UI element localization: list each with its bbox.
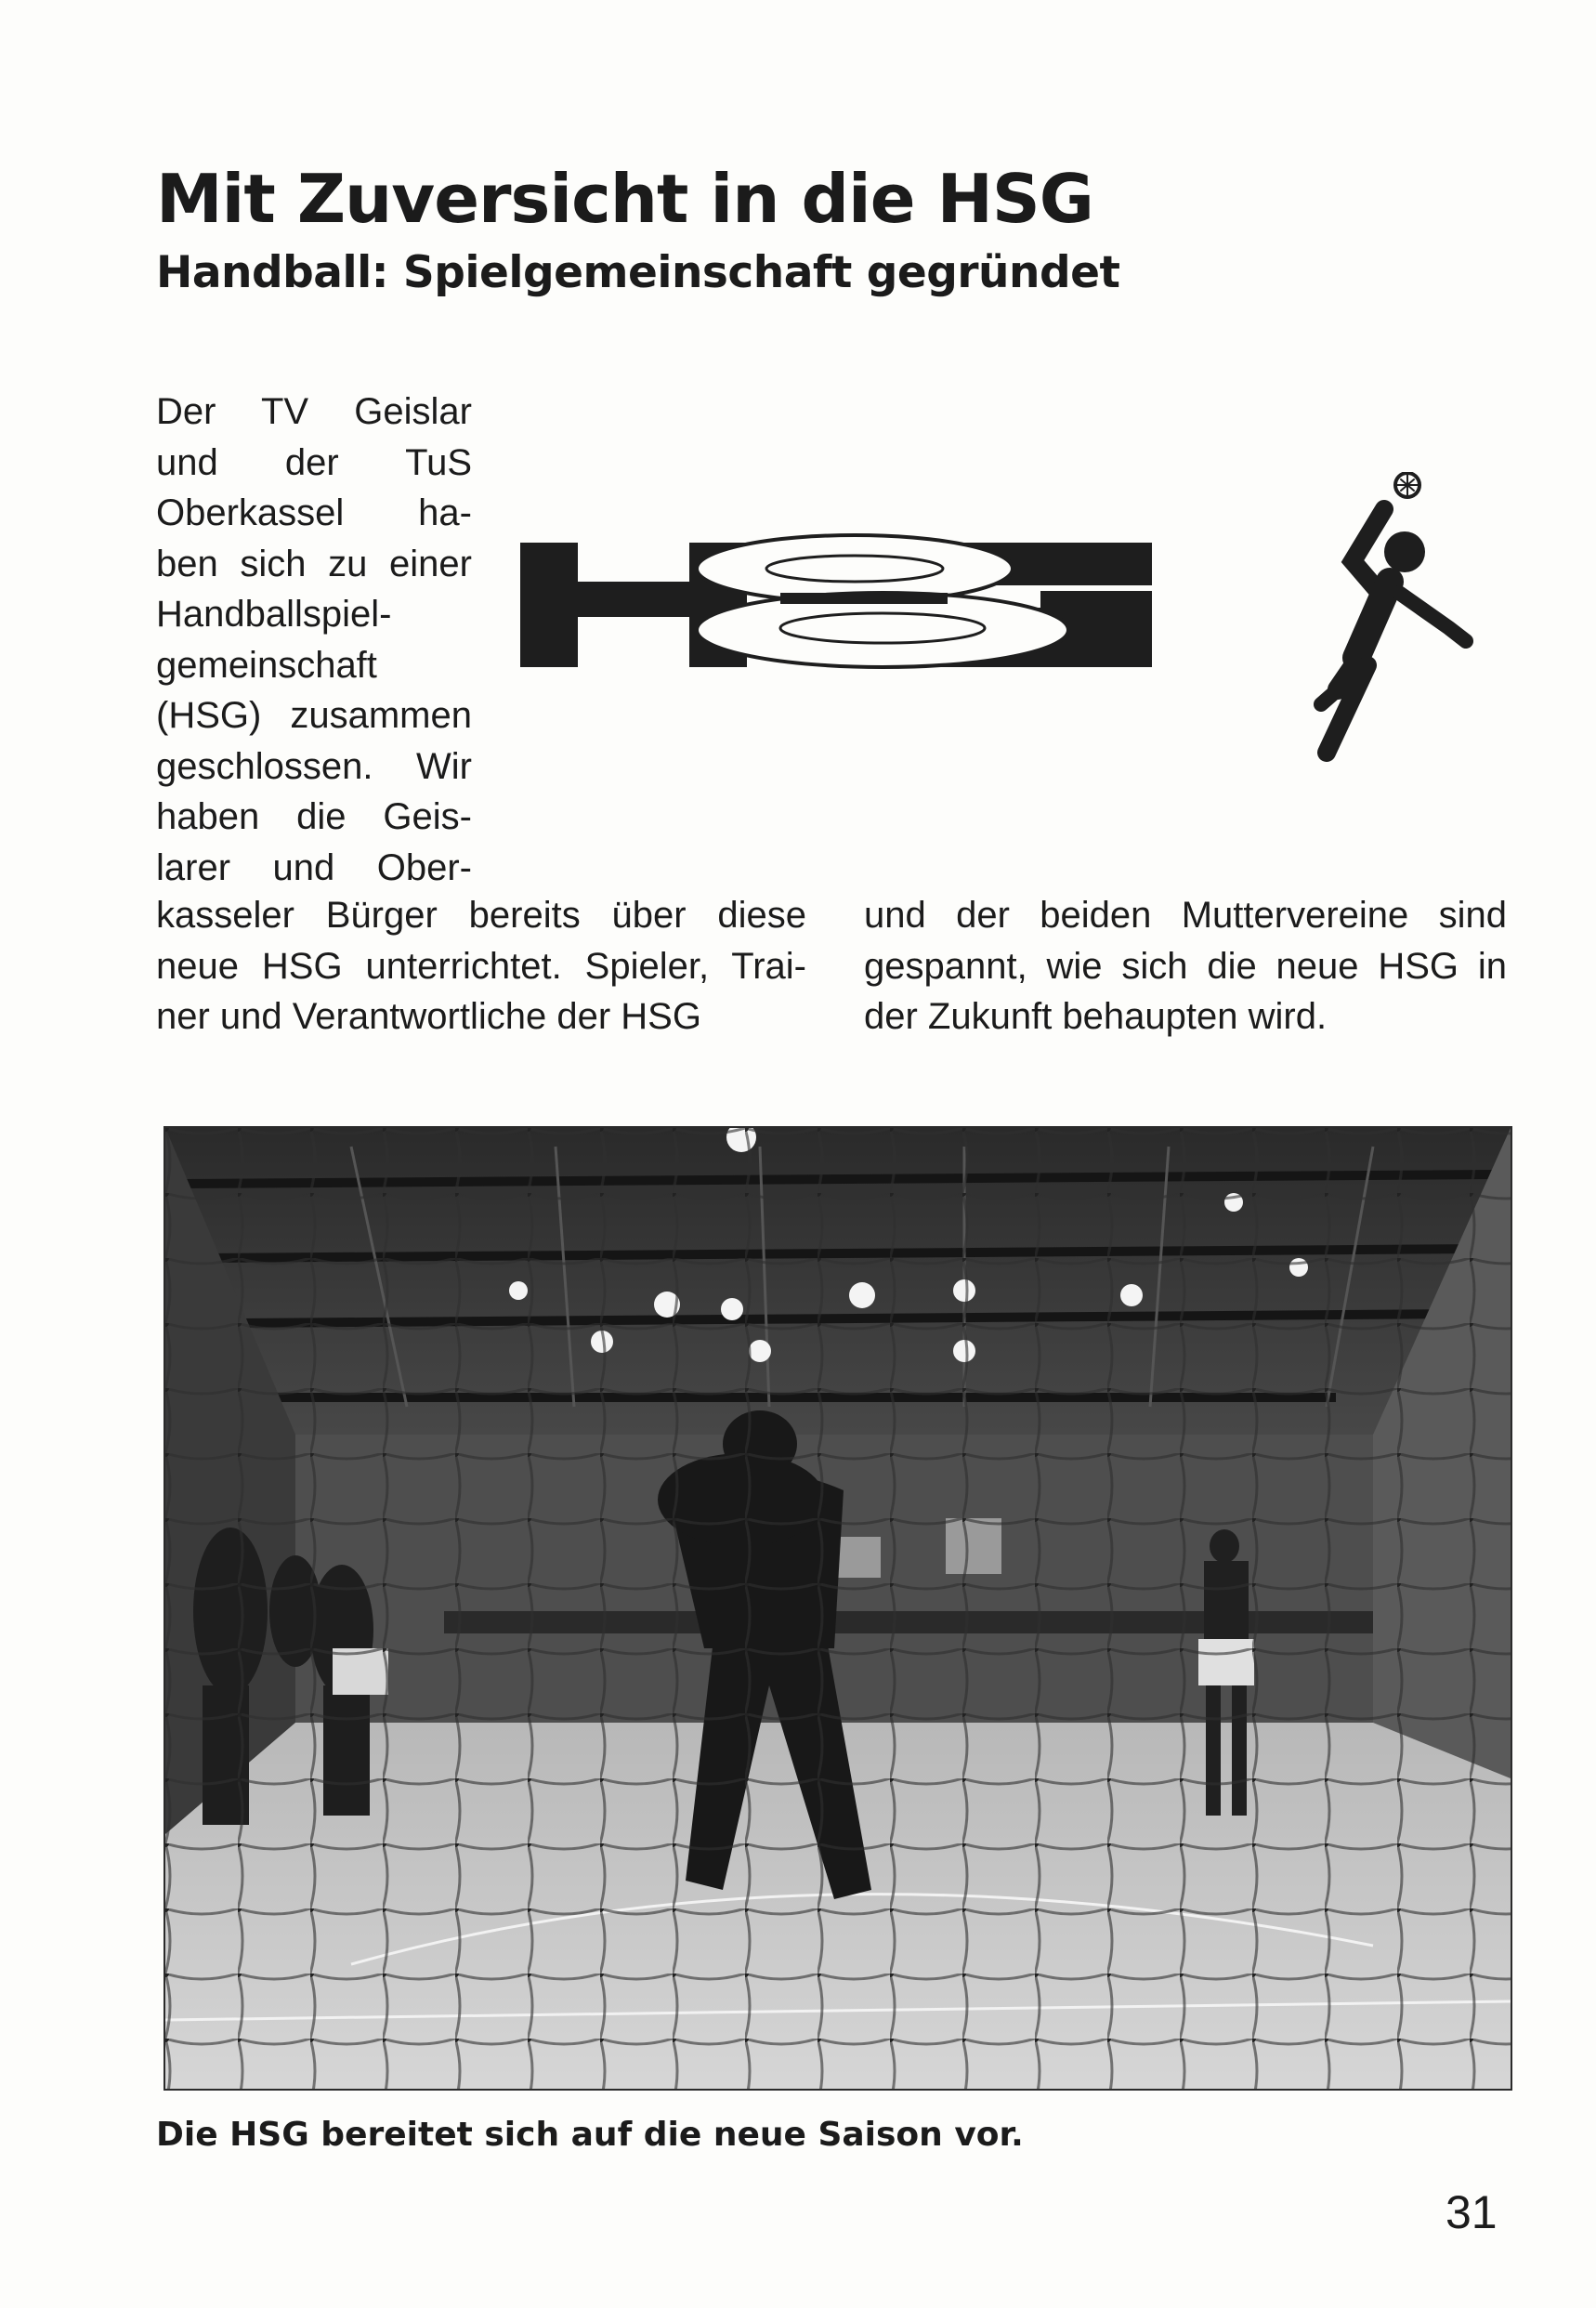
- column-line: der Zukunft behaupten wird.: [864, 996, 1328, 1037]
- article-column-left: [156, 890, 806, 1043]
- column-line: gespannt, wie sich die neue HSG in: [864, 945, 1507, 987]
- intro-line: ben sich zu einer: [156, 543, 472, 584]
- column-line: kasseler Bürger bereits über diese: [156, 895, 806, 936]
- intro-line: Oberkassel ha-: [156, 492, 472, 533]
- intro-line: Der TV Geislar: [156, 391, 472, 432]
- article-subtitle: Handball: Spielgemeinschaft gegründet: [156, 247, 1120, 298]
- sports-hall-photo: [164, 1126, 1512, 2091]
- column-line: ner und Verantwortliche der HSG: [156, 996, 701, 1037]
- column-line: neue HSG unterrichtet. Spieler, Trai-: [156, 945, 806, 987]
- intro-line: (HSG) zusammen: [156, 695, 472, 736]
- column-line: und der beiden Muttervereine sind: [864, 895, 1507, 936]
- intro-line: haben die Geis-: [156, 796, 472, 837]
- intro-line: larer und Ober-: [156, 846, 472, 888]
- handball-player-icon: [1321, 473, 1466, 753]
- page-number: 31: [1446, 2186, 1498, 2238]
- article-column-right: [864, 890, 1507, 1043]
- intro-line: Handballspiel-: [156, 594, 392, 635]
- intro-line: und der TuS: [156, 441, 472, 483]
- article-title: Mit Zuversicht in die HSG: [156, 160, 1093, 238]
- intro-text: [156, 387, 472, 893]
- intro-line: gemeinschaft: [156, 644, 377, 686]
- hsg-logo-graphic: [520, 472, 1514, 844]
- photo-graphic: [165, 1128, 1511, 2089]
- photo-caption: Die HSG bereitet sich auf die neue Saison vor.: [156, 2116, 1024, 2154]
- hsg-logo: [520, 472, 1514, 844]
- intro-line: geschlossen. Wir: [156, 745, 472, 787]
